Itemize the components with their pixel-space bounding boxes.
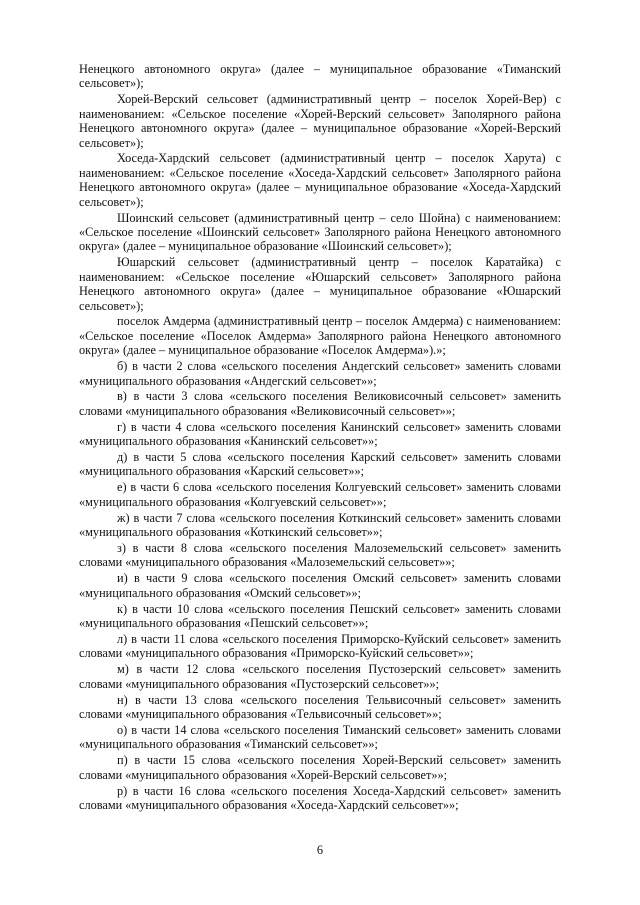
paragraph-item-e: е) в части 6 слова «сельского поселения Колгуевский сельсовет» заменить словами «муниципального образования «Колгуевский сельсовет»»; <box>79 480 561 509</box>
paragraph-item-i: и) в части 9 слова «сельского поселения Омский сельсовет» заменить словами «муниципального образования «Омский сельсовет»»; <box>79 571 561 600</box>
paragraph-continuation: Ненецкого автономного округа» (далее – муниципальное образование «Тиманский сельсовет»); <box>79 62 561 91</box>
paragraph-item-k: к) в части 10 слова «сельского поселения Пешский сельсовет» заменить словами «муниципального образования «Пешский сельсовет»»; <box>79 601 561 631</box>
paragraph-item-b: б) в части 2 слова «сельского поселения Андегский сельсовет» заменить словами «муниципального образования «Андегский сельсовет»»; <box>79 359 561 388</box>
page-number: 6 <box>316 843 324 857</box>
paragraph-item-g: г) в части 4 слова «сельского поселения Канинский сельсовет» заменить словами «муниципального образования «Канинский сельсовет»»; <box>79 419 561 449</box>
document-body <box>79 62 561 814</box>
paragraph-item-r: р) в части 16 слова «сельского поселения Хоседа-Хардский сельсовет» заменить словами «муниципального образования «Хоседа-Хардский сельсовет»»; <box>79 783 561 812</box>
paragraph-yusharsky: Юшарский сельсовет (административный центр – поселок Каратайка) с наименованием: «Сельское поселение «Юшарский сельсовет» Заполярного района Ненецкого автономного округа» (далее – муниципальное образование «Юшарский сельсовет»); <box>79 255 561 313</box>
paragraph-khoseda-khard: Хоседа-Хардский сельсовет (административный центр – поселок Харута) с наименованием: «Сельское поселение «Хоседа-Хардский сельсовет» Заполярного района Ненецкого автономного округа» (далее – муниципальное образование «Хоседа-Хардский сельсовет»); <box>79 151 561 209</box>
paragraph-item-o: о) в части 14 слова «сельского поселения Тиманский сельсовет» заменить словами «муниципального образования «Тиманский сельсовет»»; <box>79 722 561 752</box>
paragraph-amderma: поселок Амдерма (административный центр – поселок Амдерма) с наименованием: «Сельское поселение «Поселок Амдерма» Заполярного района Ненецкого автономного округа» (далее – муниципальное образование «Поселок Амдерма»).»; <box>79 314 561 358</box>
paragraph-item-zh: ж) в части 7 слова «сельского поселения Коткинский сельсовет» заменить словами «муниципального образования «Коткинский сельсовет»»; <box>79 510 561 540</box>
paragraph-shoinsky: Шоинский сельсовет (административный центр – село Шойна) с наименованием: «Сельское поселение «Шоинский сельсовет» Заполярного района Ненецкого автономного округа» (далее – муниципальное образование «Шоинский сельсовет»); <box>79 210 561 254</box>
paragraph-khorey-ver: Хорей-Верский сельсовет (административный центр – поселок Хорей-Вер) с наименованием: «Сельское поселение «Хорей-Верский сельсовет» Заполярного района Ненецкого автономного округа» (далее – муниципальное образование «Хорей-Верский сельсовет»); <box>79 92 561 150</box>
paragraph-item-m: м) в части 12 слова «сельского поселения Пустозерский сельсовет» заменить словами «муниципального образования «Пустозерский сельсовет»»; <box>79 662 561 691</box>
paragraph-item-l: л) в части 11 слова «сельского поселения Приморско-Куйский сельсовет» заменить словами «муниципального образования «Приморско-Куйский сельсовет»»; <box>79 631 561 661</box>
paragraph-item-p: п) в части 15 слова «сельского поселения Хорей-Верский сельсовет» заменить словами «муниципального образования «Хорей-Верский сельсовет»»; <box>79 753 561 782</box>
paragraph-item-n: н) в части 13 слова «сельского поселения Тельвисочный сельсовет» заменить словами «муниципального образования «Тельвисочный сельсовет»»; <box>79 692 561 721</box>
paragraph-item-d: д) в части 5 слова «сельского поселения Карский сельсовет» заменить словами «муниципального образования «Карский сельсовет»»; <box>79 450 561 479</box>
paragraph-item-z: з) в части 8 слова «сельского поселения Малоземельский сельсовет» заменить словами «муниципального образования «Малоземельский сельсовет»»; <box>79 541 561 570</box>
paragraph-item-v: в) в части 3 слова «сельского поселения Великовисочный сельсовет» заменить словами «муниципального образования «Великовисочный сельсовет»»; <box>79 389 561 418</box>
